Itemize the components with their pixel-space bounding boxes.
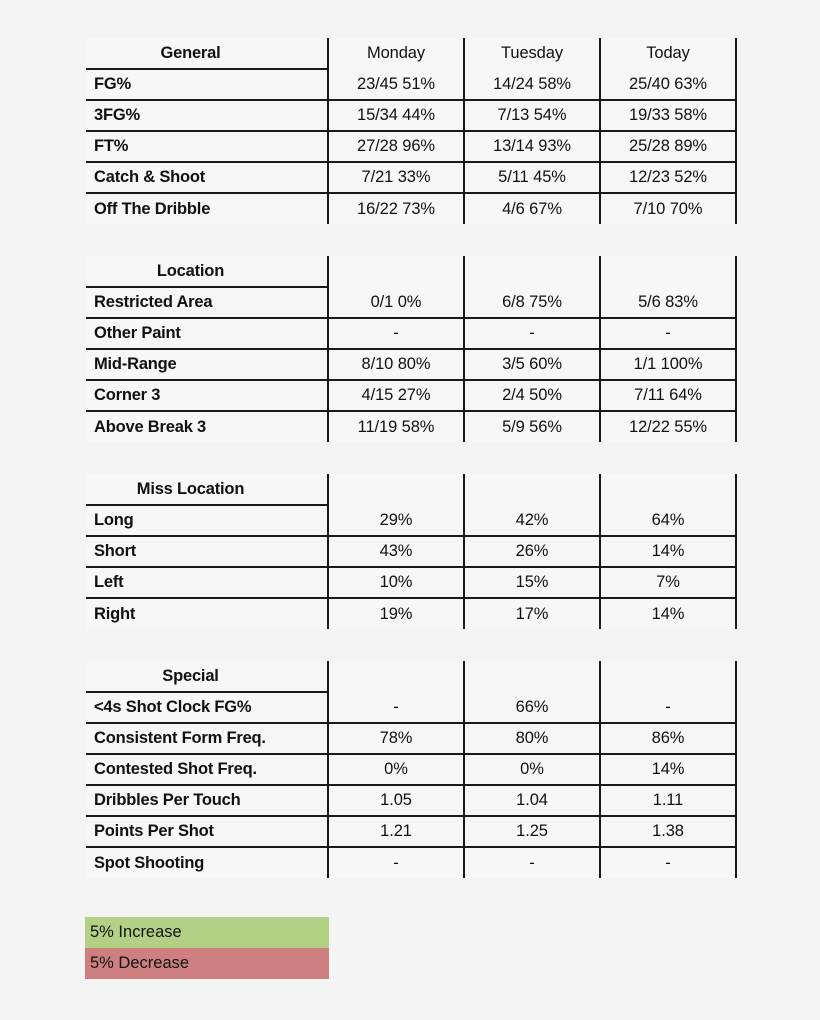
cell-tuesday: 6/8 75% — [464, 287, 600, 318]
row-label: Left — [86, 567, 328, 598]
table-row — [86, 847, 736, 878]
cell-tuesday: 80% — [464, 723, 600, 754]
row-label: 3FG% — [86, 100, 328, 131]
column-header-today: Today — [600, 38, 736, 69]
row-label: Restricted Area — [86, 287, 328, 318]
section-header-row — [86, 474, 736, 505]
cell-today: 14% — [600, 598, 736, 629]
cell-monday: 78% — [328, 723, 464, 754]
table-row — [86, 380, 736, 411]
cell-tuesday: - — [464, 847, 600, 878]
cell-monday: 7/21 33% — [328, 162, 464, 193]
legend — [85, 917, 329, 979]
table-row — [86, 193, 736, 224]
cell-monday: 0% — [328, 754, 464, 785]
cell-today: 25/28 89% — [600, 131, 736, 162]
section-header-spacer — [600, 256, 736, 287]
table-row — [86, 69, 736, 100]
section-block-location — [86, 256, 736, 442]
cell-tuesday: 5/9 56% — [464, 411, 600, 442]
section-header-spacer — [464, 256, 600, 287]
cell-monday: 43% — [328, 536, 464, 567]
cell-tuesday: 42% — [464, 505, 600, 536]
cell-monday: 29% — [328, 505, 464, 536]
cell-tuesday: 15% — [464, 567, 600, 598]
row-label: Corner 3 — [86, 380, 328, 411]
table-row — [86, 349, 736, 380]
section-title: General — [86, 38, 328, 69]
section-header-spacer — [328, 256, 464, 287]
cell-monday: 11/19 58% — [328, 411, 464, 442]
cell-monday: - — [328, 318, 464, 349]
legend-decrease-swatch — [85, 948, 329, 979]
legend-increase-label: 5% Increase — [90, 923, 182, 941]
cell-today: 86% — [600, 723, 736, 754]
cell-tuesday: 1.04 — [464, 785, 600, 816]
table-row — [86, 598, 736, 629]
cell-today: 7% — [600, 567, 736, 598]
cell-tuesday: 3/5 60% — [464, 349, 600, 380]
cell-tuesday: 4/6 67% — [464, 193, 600, 224]
cell-tuesday: 1.25 — [464, 816, 600, 847]
row-label: Dribbles Per Touch — [86, 785, 328, 816]
cell-monday: 16/22 73% — [328, 193, 464, 224]
row-label: Mid-Range — [86, 349, 328, 380]
stat-table — [86, 474, 737, 629]
cell-today: - — [600, 847, 736, 878]
cell-monday: 1.05 — [328, 785, 464, 816]
table-row — [86, 287, 736, 318]
row-label: Catch & Shoot — [86, 162, 328, 193]
row-label: Spot Shooting — [86, 847, 328, 878]
cell-today: 12/23 52% — [600, 162, 736, 193]
cell-tuesday: 14/24 58% — [464, 69, 600, 100]
cell-monday: 15/34 44% — [328, 100, 464, 131]
cell-monday: 4/15 27% — [328, 380, 464, 411]
table-row — [86, 318, 736, 349]
section-header-spacer — [328, 661, 464, 692]
row-label: Short — [86, 536, 328, 567]
cell-tuesday: 0% — [464, 754, 600, 785]
table-row — [86, 723, 736, 754]
cell-monday: 19% — [328, 598, 464, 629]
cell-today: 1.11 — [600, 785, 736, 816]
cell-today: 1.38 — [600, 816, 736, 847]
section-header-row — [86, 38, 736, 69]
table-row — [86, 536, 736, 567]
table-row — [86, 785, 736, 816]
cell-today: 14% — [600, 754, 736, 785]
section-header-spacer — [464, 474, 600, 505]
section-block-miss-location — [86, 474, 736, 629]
legend-increase-swatch — [85, 917, 329, 948]
cell-tuesday: - — [464, 318, 600, 349]
cell-monday: 27/28 96% — [328, 131, 464, 162]
row-label: Contested Shot Freq. — [86, 754, 328, 785]
section-block-general — [86, 38, 736, 224]
cell-monday: 8/10 80% — [328, 349, 464, 380]
section-header-row — [86, 661, 736, 692]
cell-today: - — [600, 318, 736, 349]
row-label: Points Per Shot — [86, 816, 328, 847]
legend-decrease-label: 5% Decrease — [90, 954, 190, 972]
cell-tuesday: 13/14 93% — [464, 131, 600, 162]
stat-table — [86, 661, 737, 878]
row-label: Long — [86, 505, 328, 536]
cell-monday: 10% — [328, 567, 464, 598]
stat-table — [86, 38, 737, 224]
cell-today: 5/6 83% — [600, 287, 736, 318]
section-header-spacer — [600, 661, 736, 692]
cell-today: 7/11 64% — [600, 380, 736, 411]
section-header-spacer — [464, 661, 600, 692]
row-label: Other Paint — [86, 318, 328, 349]
table-row — [86, 411, 736, 442]
row-label: <4s Shot Clock FG% — [86, 692, 328, 723]
cell-today: 1/1 100% — [600, 349, 736, 380]
cell-monday: 0/1 0% — [328, 287, 464, 318]
table-row — [86, 567, 736, 598]
section-title: Miss Location — [86, 474, 328, 505]
cell-tuesday: 7/13 54% — [464, 100, 600, 131]
table-row — [86, 131, 736, 162]
cell-tuesday: 66% — [464, 692, 600, 723]
cell-monday: - — [328, 692, 464, 723]
cell-today: 64% — [600, 505, 736, 536]
cell-monday: 23/45 51% — [328, 69, 464, 100]
cell-today: 19/33 58% — [600, 100, 736, 131]
row-label: Consistent Form Freq. — [86, 723, 328, 754]
row-label: FG% — [86, 69, 328, 100]
cell-today: 25/40 63% — [600, 69, 736, 100]
cell-tuesday: 17% — [464, 598, 600, 629]
table-row — [86, 692, 736, 723]
section-block-special — [86, 661, 736, 878]
cell-tuesday: 5/11 45% — [464, 162, 600, 193]
table-row — [86, 505, 736, 536]
cell-today: 7/10 70% — [600, 193, 736, 224]
column-header-tuesday: Tuesday — [464, 38, 600, 69]
table-row — [86, 100, 736, 131]
cell-tuesday: 2/4 50% — [464, 380, 600, 411]
column-header-monday: Monday — [328, 38, 464, 69]
cell-today: 12/22 55% — [600, 411, 736, 442]
section-header-row — [86, 256, 736, 287]
stat-table — [86, 256, 737, 442]
section-header-spacer — [600, 474, 736, 505]
cell-today: - — [600, 692, 736, 723]
section-header-spacer — [328, 474, 464, 505]
cell-tuesday: 26% — [464, 536, 600, 567]
row-label: Above Break 3 — [86, 411, 328, 442]
table-row — [86, 754, 736, 785]
cell-today: 14% — [600, 536, 736, 567]
row-label: Off The Dribble — [86, 193, 328, 224]
cell-monday: 1.21 — [328, 816, 464, 847]
section-title: Location — [86, 256, 328, 287]
row-label: FT% — [86, 131, 328, 162]
row-label: Right — [86, 598, 328, 629]
section-title: Special — [86, 661, 328, 692]
table-row — [86, 816, 736, 847]
cell-monday: - — [328, 847, 464, 878]
table-row — [86, 162, 736, 193]
